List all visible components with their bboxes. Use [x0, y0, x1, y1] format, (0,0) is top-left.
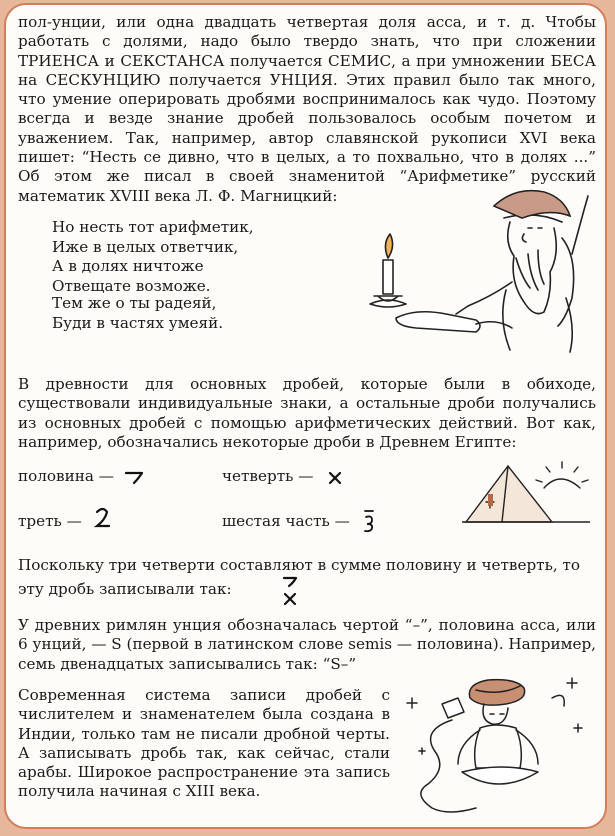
- paragraph-rome: У древних римлян унция обозначалась чертой “–”, половина асса, или 6 унций, — S (первой в латинском слове semis — половина). Например, семь двенадцатых записывались так: “S–”: [18, 616, 596, 673]
- paragraph-egypt: В древности для основных дробей, которые были в обиходе, существовали индивидуальные знаки, а остальные дроби получались из основных дробей с помощью арифметических действий. Вот как, например, обозначались некоторые дроби в Древнем Египте:: [18, 375, 596, 451]
- poem-line: Тем же о ты радеяй,: [52, 294, 217, 312]
- poem-stanza-2: [52, 294, 223, 333]
- paragraph-three-quarters-2: эту дробь записывали так:: [18, 580, 232, 598]
- paragraph-three-quarters-1: Поскольку три четверти составляют в сумме половину и четверть, то: [18, 556, 581, 574]
- poem-line: Буди в частях умеяй.: [52, 313, 224, 332]
- egyptian-third-glyph: [92, 506, 112, 530]
- poem-line: Отвещате возможе.: [52, 276, 211, 295]
- egyptian-half-glyph: [124, 470, 146, 486]
- fraction-half-label: половина —: [18, 467, 114, 485]
- egyptian-sixth-glyph: [362, 508, 376, 534]
- egyptian-quarter-glyph: [327, 470, 343, 486]
- poem-line: Но несть тот арифметик,: [52, 218, 254, 236]
- paragraph-india: Современная система записи дробей с числителем и знаменателем была создана в Индии, только там не писали дробной черты. А записывать дробь так, как сейчас, стали арабы. Широкое распространение эта запись получила начиная с XIII века.: [18, 686, 390, 801]
- meditating-figure-illustration: [402, 668, 598, 818]
- poem-line: Иже в целых ответчик,: [52, 237, 239, 256]
- scholar-candle-illustration: [366, 178, 598, 353]
- paragraph-intro: пол-унции, или одна двадцать четвертая доля асса, и т. д. Чтобы работать с долями, надо было твердо знать, что при сложении ТРИЕНСА и СЕКСТАНСА получается СЕМИС, а при умножении БЕСА на СЕСКУНЦИЮ получается УНЦИЯ. Этих правил было так много, что умение оперировать дробями воспринималось как чудо. Поэтому всегда и везде знание дробей пользовалось особым почетом и уважением. Так, например, автор славянской рукописи XVI века пишет: “Несть се дивно, что в целых, а то похвально, что в долях ...” Об этом же писал в своей знаменитой “Арифметике” русский математик XVIII века Л. Ф. Магницкий:: [18, 13, 596, 205]
- egyptian-three-quarters-glyph: [282, 574, 298, 608]
- pyramid-illustration: [462, 458, 590, 530]
- fraction-third-label: треть —: [18, 512, 82, 530]
- fraction-sixth-label: шестая часть —: [222, 512, 350, 530]
- fraction-quarter-label: четверть —: [222, 467, 314, 485]
- poem-stanza-1: [52, 218, 254, 296]
- poem-line: А в долях ничтоже: [52, 257, 204, 275]
